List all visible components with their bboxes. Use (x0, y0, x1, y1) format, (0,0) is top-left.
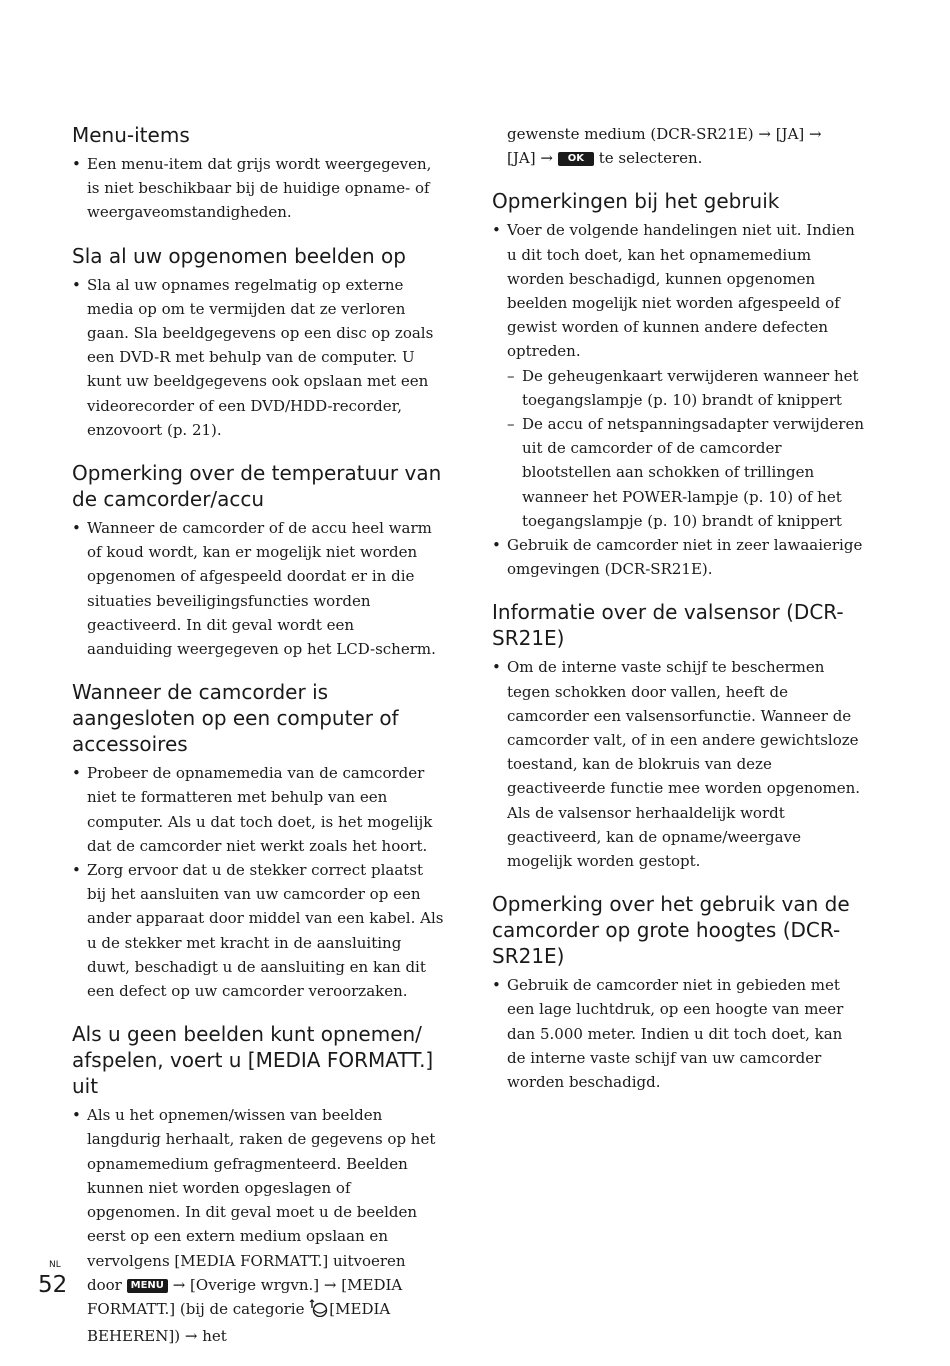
bullet-item: • Om de interne vaste schijf te beschermen tegen schokken door vallen, heeft de camcorder een valsensorfunctie. Wanneer de camcorder valt, of in een andere gewichtsloze toestand, kan de blokruis van deze geactiveerde functie mee worden opgenomen. Als de valsensor herhaaldelijk wordt geactiveerd, kan de opname/weergave mogelijk worden gestopt. (492, 655, 864, 873)
menu-step-ja: [JA] (775, 125, 805, 143)
section-usage (492, 188, 864, 581)
bullet-list (492, 655, 864, 873)
section-connected (72, 679, 444, 1003)
bullet-item: • Probeer de opnamemedia van de camcorder niet te formatteren met behulp van een computer. Als u dat toch doet, is het mogelijk dat de camcorder niet werkt zoals het hoort. (72, 761, 444, 858)
page-number: 52 (38, 1272, 68, 1298)
bullet-item: • Gebruik de camcorder niet in gebieden met een lage luchtdruk, op een hoogte van meer dan 5.000 meter. Indien u dit toch doet, kan de interne vaste schijf van uw camcorder worden beschadigd. (492, 973, 864, 1094)
bullet-item: • Gebruik de camcorder niet in zeer lawaaierige omgevingen (DCR-SR21E). (492, 533, 864, 581)
bullet-item: • Een menu-item dat grijs wordt weergegeven, is niet beschikbaar bij de huidige opname- of weergaveomstandigheden. (72, 152, 444, 225)
bullet-text: Voer de volgende handelingen niet uit. Indien u dit toch doet, kan het opnamemedium worden beschadigd, kunnen opgenomen beelden mogelijk niet worden afgespeeld of gewist worden of kunnen andere defecten optreden. (507, 221, 855, 361)
dash-list (507, 364, 864, 533)
ok-button-icon: OK (558, 152, 594, 166)
arrow-icon: → (540, 149, 553, 168)
arrow-icon: → (172, 1275, 186, 1294)
menu-step-ja: [JA] (507, 149, 536, 168)
dash-item: – De accu of netspanningsadapter verwijderen uit de camcorder of de camcorder blootstellen aan schokken of trillingen wanneer het POWER-lampje (p. 10) of het toegangslampje (p. 10) brandt of knippert (507, 412, 864, 533)
media-manage-category-icon (309, 1299, 329, 1324)
bullet-list (72, 1103, 444, 1348)
left-column (72, 122, 444, 1366)
heading-altitude: Opmerking over het gebruik van de camcorder op grote hoogtes (DCR-SR21E) (492, 892, 850, 969)
section-temperature (72, 460, 444, 661)
arrow-icon: → (758, 125, 771, 143)
dash-item: – De geheugenkaart verwijderen wanneer het toegangslampje (p. 10) brandt of knippert (507, 364, 864, 412)
continuation-end: te selecteren. (598, 149, 703, 168)
arrow-icon: → (184, 1327, 198, 1346)
section-media-format (72, 1021, 444, 1348)
heading-save-images: Sla al uw opgenomen beelden op (72, 243, 406, 268)
heading-usage: Opmerkingen bij het gebruik (492, 189, 780, 214)
heading-menu-items: Menu-items (72, 123, 190, 147)
bullet-item: • Zorg ervoor dat u de stekker correct plaatst bij het aansluiten van uw camcorder op een ander apparaat door middel van een kabel. Als u de stekker met kracht in de aansluiting duwt, beschadigt u de aansluiting en kan dit een defect op uw camcorder veroorzaken. (72, 858, 444, 1003)
section-altitude (492, 891, 864, 1094)
continuation-text (492, 122, 864, 170)
right-column (492, 122, 864, 1112)
menu-button-icon: MENU (127, 1279, 168, 1293)
bullet-item: • Sla al uw opnames regelmatig op externe media op om te vermijden dat ze verloren gaan. Sla beeldgegevens op een disc op zoals een DVD-R met behulp van de computer. U kunt uw beeldgegevens ook opslaan met een videorecorder of een DVD/HDD-recorder, enzovoort (p. 21). (72, 273, 444, 442)
section-save-images (72, 243, 444, 442)
bullet-item: • Wanneer de camcorder of de accu heel warm of koud wordt, kan er mogelijk niet worden opgenomen of afgespeeld doordat er in die situaties beveiligingsfuncties worden geactiveerd. In dit geval wordt een aanduiding weergegeven op het LCD-scherm. (72, 516, 444, 661)
bullet-list (72, 152, 444, 225)
bullet-list (492, 973, 864, 1094)
arrow-icon: → (323, 1275, 337, 1294)
heading-connected: Wanneer de camcorder is aangesloten op een computer of accessoires (72, 680, 399, 757)
arrow-icon: → (809, 125, 822, 143)
continuation-start: gewenste medium (DCR-SR21E) (507, 125, 754, 143)
section-menu-items (72, 122, 444, 225)
page-language: NL (49, 1260, 61, 1270)
menu-step-category: [MEDIA BEHEREN]) (87, 1299, 391, 1346)
heading-drop-sensor: Informatie over de valsensor (DCR-SR21E) (492, 600, 844, 651)
bullet-item (492, 218, 864, 533)
menu-step-end: het (202, 1327, 227, 1346)
bullet-list (72, 273, 444, 442)
section-drop-sensor (492, 599, 864, 873)
heading-temperature: Opmerking over de temperatuur van de camcorder/accu (72, 461, 442, 512)
menu-step-format: [MEDIA FORMATT.] (bij de categorie (87, 1275, 403, 1318)
bullet-list (72, 761, 444, 1003)
bullet-list (72, 516, 444, 661)
bullet-item (72, 1103, 444, 1348)
menu-step-other: [Overige wrgvn.] (190, 1275, 320, 1294)
bullet-text: Als u het opnemen/wissen van beelden langdurig herhaalt, raken de gegevens op het opnamemedium gefragmenteerd. Beelden kunnen niet worden opgeslagen of opgenomen. In dit geval moet u de beelden eerst op een extern medium opslaan en vervolgens [MEDIA FORMATT.] uitvoeren door (87, 1106, 436, 1294)
bullet-list (492, 218, 864, 581)
heading-media-format: Als u geen beelden kunt opnemen/ afspelen, voert u [MEDIA FORMATT.] uit (72, 1022, 434, 1099)
